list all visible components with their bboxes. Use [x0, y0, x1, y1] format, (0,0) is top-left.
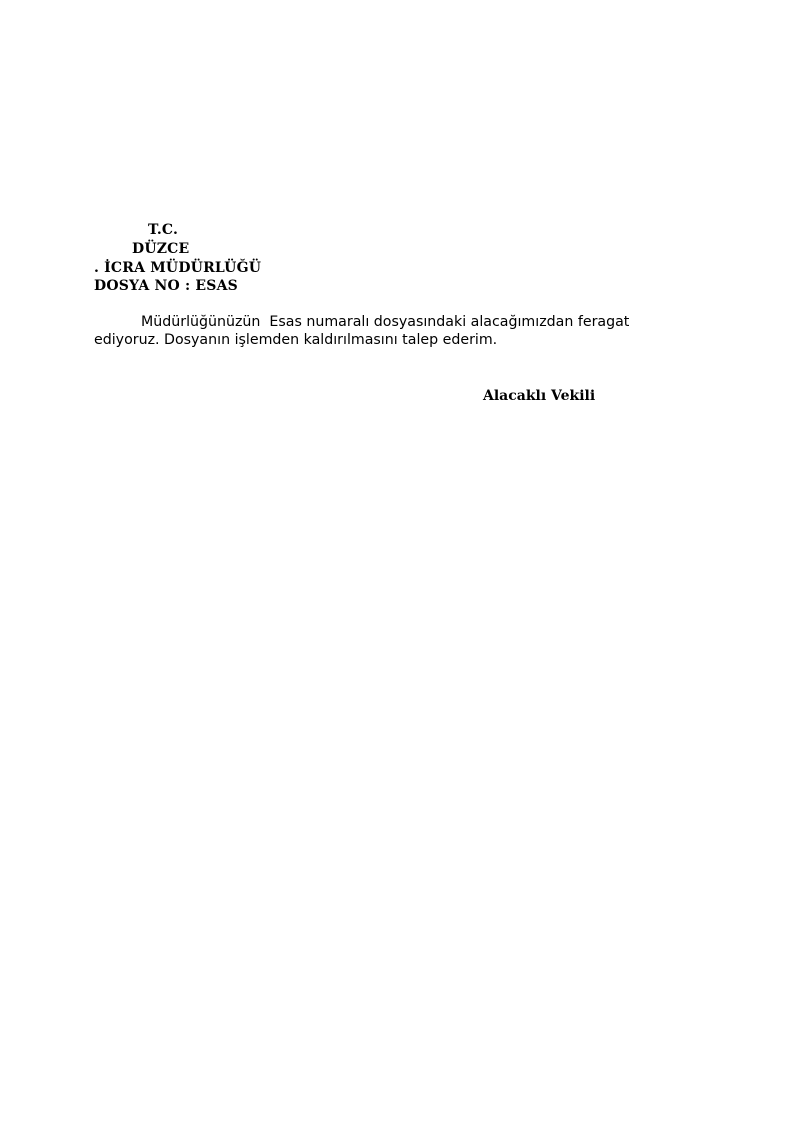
body-line-2: ediyoruz. Dosyanın işlemden kaldırılmasını talep ederim.: [94, 332, 498, 348]
signature-label: Alacaklı Vekili: [483, 388, 596, 404]
body-paragraph: [94, 313, 704, 349]
header-city: DÜZCE: [132, 241, 190, 257]
body-line-1-text: Müdürlüğünüzün Esas numaralı dosyasındaki alacağımızdan feragat: [141, 314, 630, 330]
header-tc: T.C.: [148, 222, 179, 238]
body-line-1: [94, 313, 704, 331]
header-file-number: DOSYA NO : ESAS: [94, 278, 238, 294]
header-office: . İCRA MÜDÜRLÜĞÜ: [94, 260, 262, 276]
